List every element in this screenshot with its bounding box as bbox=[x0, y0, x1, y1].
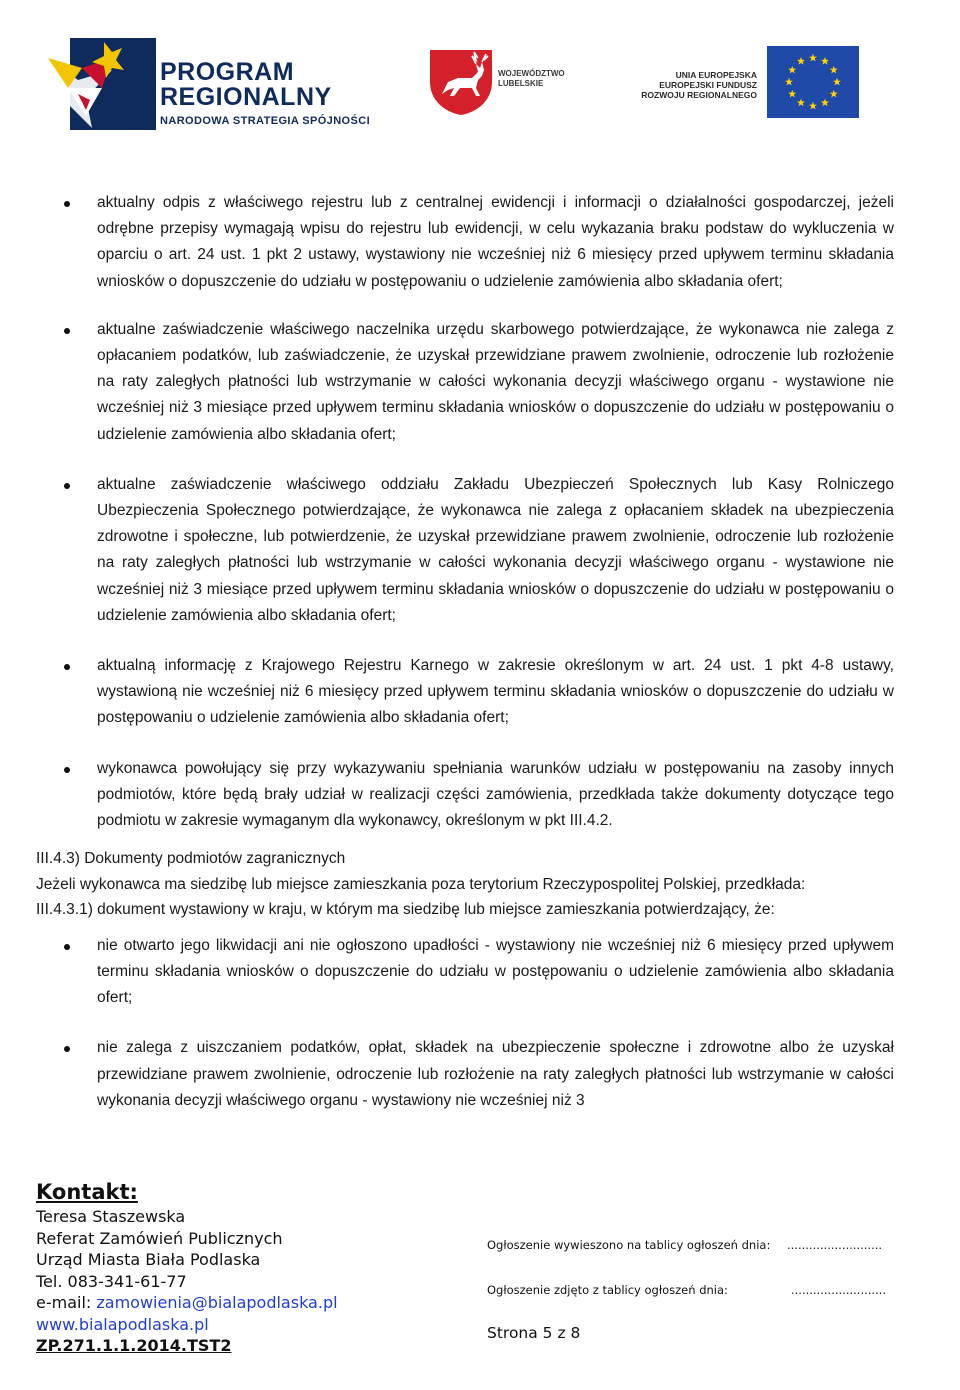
website-link[interactable]: www.bialapodlaska.pl bbox=[36, 1314, 209, 1334]
program-regionalny-logo bbox=[48, 30, 388, 130]
logo-text-strategy: NARODOWA STRATEGIA SPÓJNOŚCI bbox=[160, 115, 371, 127]
eu-wordmark bbox=[615, 70, 757, 100]
document-reference: ZP.271.1.1.2014.TST2 bbox=[36, 1336, 232, 1355]
posted-notice bbox=[487, 1238, 883, 1252]
section-intro: Jeżeli wykonawca ma siedzibę lub miejsce zamieszkania poza terytorium Rzeczypospolitej Polskiej, przedkłada: bbox=[36, 875, 806, 893]
contact-office: Urząd Miasta Biała Podlaska bbox=[36, 1250, 261, 1269]
list-item: nie otwarto jego likwidacji ani nie ogłoszono upadłości - wystawiony nie wcześniej niż 6 miesięcy przed upływem terminu składania wniosków o dopuszczenie do udziału w postępowaniu o udzielenie zamówienia albo składania ofert; bbox=[36, 933, 894, 1012]
contact-heading: Kontakt: bbox=[36, 1180, 138, 1204]
logo-text-wojewodztwo: WOJEWÓDZTWO bbox=[498, 69, 565, 78]
logo-text-eu: UNIA EUROPEJSKA bbox=[675, 70, 757, 80]
list-item: aktualne zaświadczenie właściwego oddziału Zakładu Ubezpieczeń Społecznych lub Kasy Rolniczego Ubezpieczenia Społecznego potwierdzające, że wykonawca nie zalega z opłacaniem składek na ubezpieczenia zdrowotne i społeczne, lub potwierdzenie, że uzyskał przewidziane prawem zwolnienie, odroczenie lub rozłożenie na raty zaległych płatności lub wstrzymanie w całości wykonania decyzji właściwego organu - wystawione nie wcześniej niż 3 miesiące przed upływem terminu składania wniosków o dopuszczenie do udziału w postępowaniu o udzielenie zamówienia albo składania ofert; bbox=[36, 472, 894, 629]
list-item: aktualną informację z Krajowego Rejestru Karnego w zakresie określonym w art. 24 ust. 1 pkt 4-8 ustawy, wystawioną nie wcześniej niż 6 miesięcy przed upływem terminu składania wniosków o dopuszczenie do udziału w postępowaniu o udzielenie zamówienia albo składania ofert; bbox=[36, 653, 894, 732]
contact-name: Teresa Staszewska bbox=[36, 1207, 186, 1226]
removed-notice-label: Ogłoszenie zdjęto z tablicy ogłoszeń dnia: bbox=[487, 1283, 728, 1297]
logo-text-regionalny: REGIONALNY bbox=[160, 83, 332, 111]
document-body bbox=[36, 190, 894, 1138]
eu-erdf-logo bbox=[615, 46, 865, 126]
lublin-deer-shield-icon bbox=[428, 48, 494, 116]
removed-notice-date: .......................... bbox=[791, 1283, 887, 1297]
required-documents-list bbox=[36, 190, 894, 834]
list-item: aktualne zaświadczenie właściwego naczelnika urzędu skarbowego potwierdzające, że wykonawca nie zalega z opłacaniem podatków, lub zaświadczenie, że uzyskał przewidziane prawem zwolnienie, odroczenie lub rozłożenie na raty zaległych płatności lub wstrzymanie w całości wykonania decyzji właściwego organu - wystawione nie wcześniej niż 3 miesiące przed upływem terminu składania wniosków o dopuszczenie do udziału w postępowaniu o udzielenie zamówienia albo składania ofert; bbox=[36, 317, 894, 448]
list-item: wykonawca powołujący się przy wykazywaniu spełniania warunków udziału w postępowaniu na zasoby innych podmiotów, które będą brały udział w realizacji części zamówienia, przedkłada także dokumenty dotyczące tego podmiotu w zakresie wymaganym dla wykonawcy, określonym w pkt III.4.2. bbox=[36, 756, 894, 835]
wojewodztwo-lubelskie-logo bbox=[428, 48, 588, 118]
logo-text-lubelskie: LUBELSKIE bbox=[498, 79, 544, 88]
list-item: aktualny odpis z właściwego rejestru lub z centralnej ewidencji i informacji o działalności gospodarczej, jeżeli odrębne przepisy wymagają wpisu do rejestru lub ewidencji, w celu wykazania braku podstaw do wykluczenia w oparciu o art. 24 ust. 1 pkt 2 ustawy, wystawiony nie wcześniej niż 6 miesięcy przed upływem terminu składania wniosków o dopuszczenie do udziału w postępowaniu o udzielenie zamówienia albo składania ofert; bbox=[36, 190, 894, 295]
contact-block bbox=[36, 1178, 338, 1357]
posted-notice-date: .......................... bbox=[787, 1238, 883, 1252]
program-regionalny-mark-icon bbox=[48, 38, 156, 130]
contact-department: Referat Zamówień Publicznych bbox=[36, 1228, 283, 1248]
subsection-heading: III.4.3.1) dokument wystawiony w kraju, w którym ma siedzibę lub miejsce zamieszkania potwierdzający, że: bbox=[36, 901, 775, 919]
foreign-documents-list bbox=[36, 933, 894, 1114]
page-number: Strona 5 z 8 bbox=[487, 1324, 581, 1342]
voivodeship-wordmark bbox=[498, 69, 565, 89]
removed-notice bbox=[487, 1283, 887, 1297]
header-logos bbox=[0, 0, 960, 150]
email-label: e-mail: bbox=[36, 1293, 97, 1312]
logo-text-development: ROZWOJU REGIONALNEGO bbox=[641, 90, 757, 100]
program-regionalny-wordmark bbox=[160, 60, 370, 128]
email-link[interactable]: zamowienia@bialapodlaska.pl bbox=[96, 1293, 338, 1312]
contact-phone: Tel. 083-341-61-77 bbox=[36, 1271, 187, 1291]
eu-flag-icon bbox=[767, 46, 859, 118]
logo-text-program: PROGRAM bbox=[160, 58, 295, 86]
list-item: nie zalega z uiszczaniem podatków, opłat, składek na ubezpieczenie społeczne i zdrowotne albo że uzyskał przewidziane prawem zwolnienie, odroczenie lub rozłożenie na raty zaległych płatności lub wstrzymanie w całości wykonania decyzji właściwego organu - wystawiony nie wcześniej niż 3 bbox=[36, 1035, 894, 1114]
section-heading: III.4.3) Dokumenty podmiotów zagranicznych bbox=[36, 850, 346, 868]
contact-email-line bbox=[36, 1292, 338, 1314]
posted-notice-label: Ogłoszenie wywieszono na tablicy ogłoszeń dnia: bbox=[487, 1238, 771, 1252]
logo-text-fund: EUROPEJSKI FUNDUSZ bbox=[659, 80, 757, 90]
